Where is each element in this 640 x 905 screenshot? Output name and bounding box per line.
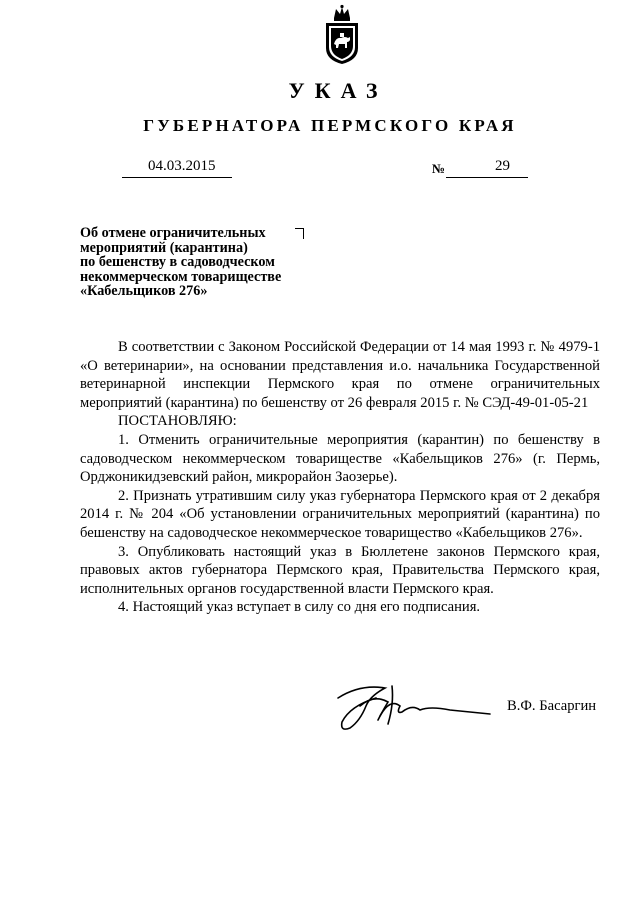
heading-line: «Кабельщиков 276» — [80, 283, 208, 300]
signer-name: В.Ф. Басаргин — [507, 698, 597, 714]
number-sign: № — [432, 161, 446, 176]
number-underline — [446, 177, 528, 178]
coat-of-arms-icon — [322, 4, 362, 66]
date-underline — [122, 177, 232, 178]
document-title: УКАЗ — [288, 78, 388, 103]
document-body — [80, 338, 600, 617]
document-number: 29 — [495, 158, 510, 174]
decree-item: 3. Опубликовать настоящий указ в Бюллетене законов Пермского края, правовых актов губернатора Пермского края, Правительства Пермского края, исполнительных органов государственной власти Пермского края. — [80, 543, 600, 597]
document-heading — [80, 226, 281, 299]
decree-item: 4. Настоящий указ вступает в силу со дня его подписания. — [118, 599, 481, 616]
heading-line: по бешенству в садоводческом — [80, 254, 275, 271]
heading-line: Об отмене ограничительных — [80, 225, 266, 241]
heading-line: мероприятий (карантина) — [80, 239, 248, 256]
decree-item: 1. Отменить ограничительные мероприятия (карантин) по бешенству в садоводческом некоммерческом товариществе «Кабельщиков 276» (г. Пермь, Орджоникидзевский район, микрорайон Заозерье). — [80, 431, 600, 486]
heading-line: некоммерческом товариществе — [80, 268, 282, 285]
signature-image — [330, 676, 500, 736]
heading-corner-mark — [295, 228, 304, 239]
decree-word: ПОСТАНОВЛЯЮ: — [118, 413, 237, 430]
decree-item: 2. Признать утратившим силу указ губернатора Пермского края от 2 декабря 2014 г. № 204 «Об установлении ограничительных мероприятий (карантина) по бешенству на садоводческое некоммерческое товарищество «Кабельщиков 276». — [80, 487, 600, 541]
document-subtitle: ГУБЕРНАТОРА ПЕРМСКОГО КРАЯ — [143, 116, 517, 135]
preamble-paragraph: В соответствии с Законом Российской Федерации от 14 мая 1993 г. № 4979-1 «О ветеринарии», на основании представления и.о. начальника Государственной ветеринарной инспекции Пермского края по отмене ограничительных мероприятий (карантина) по бешенству от 26 февраля 2015 г. № СЭД-49-01-05-21 — [80, 339, 600, 411]
document-date: 04.03.2015 — [148, 158, 216, 174]
